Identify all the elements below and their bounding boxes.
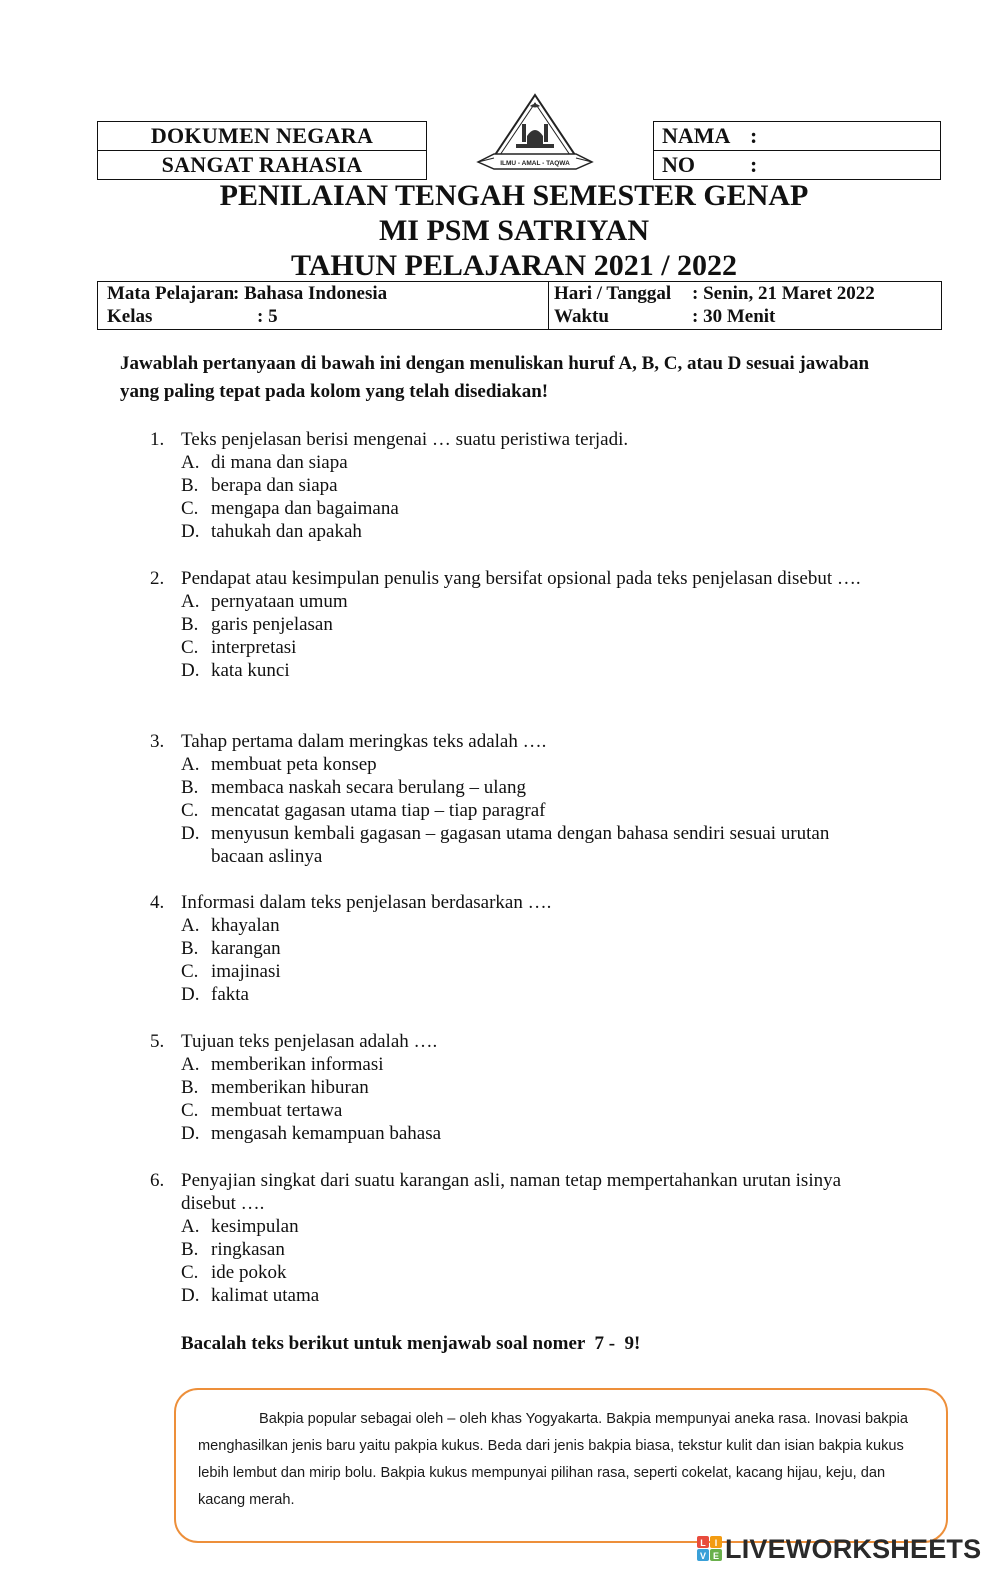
option-letter: A. [181, 591, 200, 612]
question-number: 2. [150, 568, 165, 589]
option-b[interactable] [150, 776, 880, 799]
question-text: Teks penjelasan berisi mengenai … suatu peristiwa terjadi. [181, 429, 629, 450]
date-label: Hari / Tanggal [554, 283, 672, 304]
option-letter: D. [181, 521, 200, 542]
option-b[interactable] [150, 1238, 850, 1261]
option-text: memberikan hiburan [211, 1077, 369, 1098]
option-text: mengapa dan bagaimana [211, 498, 399, 519]
date-value: : Senin, 21 Maret 2022 [692, 283, 875, 304]
option-text: kesimpulan [211, 1216, 299, 1237]
option-c[interactable] [150, 1099, 910, 1122]
option-b[interactable] [150, 474, 910, 497]
option-letter: A. [181, 754, 200, 775]
option-c[interactable] [150, 799, 880, 822]
time-value: : 30 Menit [692, 306, 776, 327]
class-label: Kelas [107, 306, 153, 327]
question-number: 6. [150, 1170, 165, 1191]
question-6 [150, 1169, 850, 1307]
question-text: Penyajian singkat dari suatu karangan asli, naman tetap mempertahankan urutan isinya disebut …. [181, 1170, 842, 1214]
option-letter: C. [181, 637, 199, 658]
option-c[interactable] [150, 1261, 850, 1284]
option-text: ide pokok [211, 1262, 287, 1283]
option-text: garis penjelasan [211, 614, 333, 635]
option-letter: B. [181, 777, 199, 798]
student-id-box [653, 121, 941, 180]
option-letter: B. [181, 938, 199, 959]
liveworksheets-watermark[interactable] [697, 1532, 981, 1566]
option-text: mengasah kemampuan bahasa [211, 1123, 442, 1144]
time-label: Waktu [554, 306, 609, 327]
reading-passage-text: Bakpia popular sebagai oleh – oleh khas Yogyakarta. Bakpia mempunyai aneka rasa. Inovasi bakpia menghasilkan jenis baru yaitu pakpia kukus. Beda dari jenis bakpia biasa, tekstur kulit dan isian bakpia kukus lebih lembut dan mirip bolu. Bakpia kukus mempunyai pilihan rasa, seperti cokelat, kacang hijau, keju, dan kacang merah. [198, 1411, 909, 1508]
option-a[interactable] [150, 451, 910, 474]
option-d[interactable] [150, 520, 910, 543]
subject-value: : Bahasa Indonesia [233, 283, 388, 304]
school-logo-icon [470, 92, 600, 172]
option-c[interactable] [150, 636, 885, 659]
option-letter: D. [181, 823, 200, 844]
option-text: kata kunci [211, 660, 290, 681]
question-text: Tahap pertama dalam meringkas teks adalah …. [181, 731, 547, 752]
nama-row [654, 122, 940, 150]
reading-instruction: Bacalah teks berikut untuk menjawab soal nomer 7 - 9! [181, 1333, 641, 1354]
option-letter: A. [181, 1216, 200, 1237]
question-text: Pendapat atau kesimpulan penulis yang bersifat opsional pada teks penjelasan disebut …. [181, 568, 861, 589]
option-text: membuat peta konsep [211, 754, 377, 775]
option-d[interactable] [150, 659, 885, 682]
question-number: 5. [150, 1031, 165, 1052]
question-text: Tujuan teks penjelasan adalah …. [181, 1031, 438, 1052]
logo-tile-letter-1: L [700, 1538, 706, 1548]
no-row [654, 150, 940, 179]
info-row-subject [107, 282, 548, 305]
option-letter: D. [181, 1285, 200, 1306]
classification-box [97, 121, 427, 180]
option-text: membaca naskah secara berulang – ulang [211, 777, 526, 798]
info-left-column [98, 282, 548, 329]
option-letter: C. [181, 1262, 199, 1283]
question-1 [150, 428, 910, 543]
logo-motto: ILMU - AMAL - TAQWA [500, 160, 570, 167]
option-text: tahukah dan apakah [211, 521, 362, 542]
option-text: memberikan informasi [211, 1054, 384, 1075]
option-text: di mana dan siapa [211, 452, 348, 473]
option-letter: D. [181, 1123, 200, 1144]
exam-info-table [97, 281, 942, 330]
option-c[interactable] [150, 960, 910, 983]
option-a[interactable] [150, 1053, 910, 1076]
logo-tile-letter-4: E [712, 1551, 720, 1561]
option-letter: A. [181, 1054, 200, 1075]
option-a[interactable] [150, 590, 885, 613]
option-a[interactable] [150, 914, 910, 937]
info-row-class [107, 305, 548, 328]
info-row-date [554, 282, 941, 305]
option-letter: C. [181, 1100, 199, 1121]
info-right-column [548, 282, 941, 329]
option-letter: A. [181, 915, 200, 936]
option-d[interactable] [150, 1284, 850, 1307]
option-text: ringkasan [211, 1239, 285, 1260]
question-4 [150, 891, 910, 1006]
option-text: fakta [211, 984, 249, 1005]
subject-label: Mata Pelajaran [107, 283, 235, 304]
option-letter: C. [181, 800, 199, 821]
classification-line-1: DOKUMEN NEGARA [150, 123, 374, 148]
option-text: pernyataan umum [211, 591, 348, 612]
classification-line-2: SANGAT RAHASIA [98, 150, 426, 179]
option-text: berapa dan siapa [211, 475, 338, 496]
option-letter: B. [181, 1239, 199, 1260]
option-b[interactable] [150, 937, 910, 960]
option-letter: A. [181, 452, 200, 473]
option-text: membuat tertawa [211, 1100, 343, 1121]
option-letter: B. [181, 1077, 199, 1098]
academic-year: TAHUN PELAJARAN 2021 / 2022 [290, 249, 738, 282]
school-name: MI PSM SATRIYAN [378, 214, 650, 247]
nama-colon: : [750, 123, 758, 148]
watermark-text: LIVEWORKSHEETS [725, 1533, 982, 1564]
option-text: karangan [211, 938, 281, 959]
option-a[interactable] [150, 1215, 850, 1238]
question-number: 4. [150, 892, 165, 913]
nama-label: NAMA [662, 123, 731, 148]
class-value: : 5 [257, 306, 278, 327]
question-3 [150, 730, 880, 868]
option-text: kalimat utama [211, 1285, 320, 1306]
question-number: 1. [150, 429, 165, 450]
option-c[interactable] [150, 497, 910, 520]
option-d[interactable] [150, 983, 910, 1006]
option-b[interactable] [150, 1076, 910, 1099]
option-b[interactable] [150, 613, 885, 636]
option-letter: C. [181, 498, 199, 519]
question-2 [150, 567, 885, 682]
logo-tile-letter-2: I [714, 1538, 718, 1548]
option-text: interpretasi [211, 637, 297, 658]
exam-title: PENILAIAN TENGAH SEMESTER GENAP [219, 179, 809, 212]
no-colon: : [750, 152, 758, 177]
question-text: Informasi dalam teks penjelasan berdasarkan …. [181, 892, 552, 913]
option-letter: C. [181, 961, 199, 982]
reading-passage-box [174, 1388, 948, 1543]
question-number: 3. [150, 731, 165, 752]
option-text: imajinasi [211, 961, 281, 982]
no-label: NO [662, 152, 695, 177]
liveworksheets-logo-icon [697, 1536, 723, 1562]
option-letter: B. [181, 475, 199, 496]
option-text: khayalan [211, 915, 280, 936]
option-text: mencatat gagasan utama tiap – tiap paragraf [211, 800, 546, 821]
option-text: menyusun kembali gagasan – gagasan utama dengan bahasa sendiri sesuai urutan bacaan aslinya [211, 823, 830, 867]
option-letter: D. [181, 660, 200, 681]
option-d[interactable] [150, 1122, 910, 1145]
instructions: Jawablah pertanyaan di bawah ini dengan menuliskan huruf A, B, C, atau D sesuai jawaban yang paling tepat pada kolom yang telah disediakan! [120, 353, 870, 402]
option-letter: D. [181, 984, 200, 1005]
question-5 [150, 1030, 910, 1145]
info-row-time [554, 305, 941, 328]
option-d[interactable] [150, 822, 880, 868]
logo-tile-letter-3: V [699, 1551, 707, 1561]
option-a[interactable] [150, 753, 880, 776]
option-letter: B. [181, 614, 199, 635]
